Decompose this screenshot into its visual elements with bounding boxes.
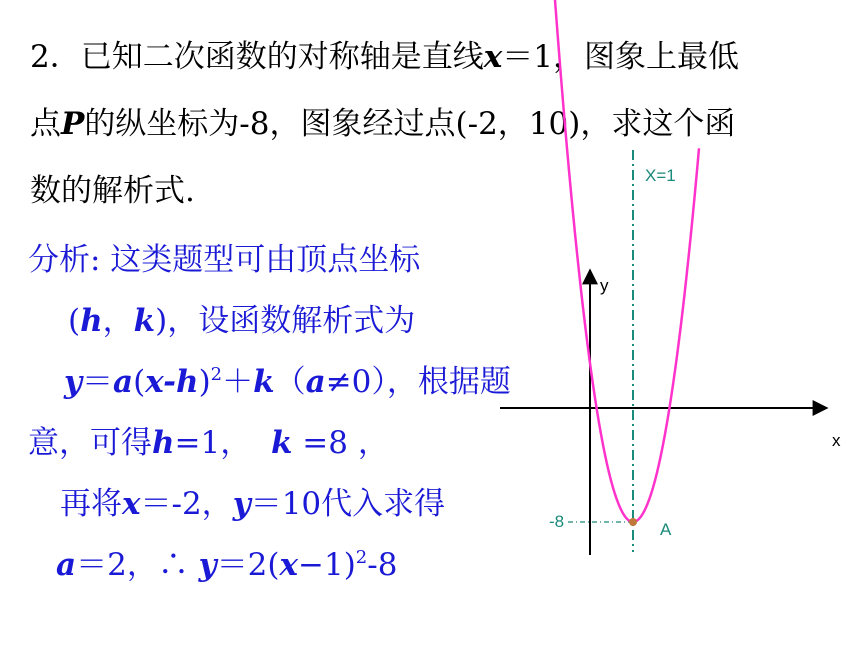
var-a: a xyxy=(56,547,77,583)
var-y: y xyxy=(232,486,251,522)
vertex-point xyxy=(629,518,637,526)
var-x: x xyxy=(122,486,141,522)
analysis-text: )，设函数解析式为 xyxy=(155,303,416,339)
analysis-text: =8 ， xyxy=(292,425,389,461)
var-k: k xyxy=(270,425,293,461)
x-axis-label: x xyxy=(832,431,841,450)
var-a: a xyxy=(113,364,134,400)
exponent: 2 xyxy=(210,364,223,385)
analysis-text: -8 xyxy=(367,547,398,583)
var-h: h xyxy=(80,303,103,339)
analysis-text: （ xyxy=(274,364,306,400)
analysis-text: ＝10代入求得 xyxy=(250,486,446,522)
problem-text: 数的解析式. xyxy=(30,173,195,209)
var-k: k xyxy=(133,303,156,339)
analysis-text: −1) xyxy=(298,547,356,583)
axis-line-label: X=1 xyxy=(645,166,676,185)
problem-text: 2．已知二次函数的对称轴是直线 xyxy=(30,39,484,75)
expr-x-minus-h: x-h xyxy=(145,364,199,400)
problem-text: 的纵坐标为-8，图象经过点(-2，10)，求这个函 xyxy=(84,106,736,142)
var-y: y xyxy=(64,364,83,400)
analysis-text: ) xyxy=(198,364,211,400)
var-h: h xyxy=(152,425,175,461)
analysis-text: ＝ xyxy=(82,364,114,400)
y-axis-label: y xyxy=(600,276,609,295)
analysis-text: ， xyxy=(102,303,134,339)
var-a: a xyxy=(305,364,326,400)
var-x: x xyxy=(279,547,298,583)
analysis-text: =1， xyxy=(174,425,271,461)
analysis-text: 意，可得 xyxy=(28,425,152,461)
var-x: x xyxy=(483,39,503,75)
analysis-text: ＝2( xyxy=(216,547,280,583)
analysis-text: 再将 xyxy=(60,486,122,522)
analysis-text: 分析: 这类题型可由顶点坐标 xyxy=(28,242,421,278)
analysis-text: ＝-2， xyxy=(140,486,233,522)
analysis-text: ( xyxy=(68,303,81,339)
analysis-text: ＋ xyxy=(222,364,254,400)
analysis-text: ≠0），根据题 xyxy=(325,364,511,400)
analysis-text: ＝2，∴ xyxy=(76,547,199,583)
parabola-curve xyxy=(553,0,699,522)
var-k: k xyxy=(253,364,275,400)
var-y: y xyxy=(198,547,217,583)
analysis-text: ( xyxy=(133,364,146,400)
problem-text: ＝1，图象上最低 xyxy=(502,39,739,75)
var-p: P xyxy=(61,106,85,142)
vertex-y-label: -8 xyxy=(549,512,565,531)
problem-text: 点 xyxy=(30,106,61,142)
point-a-label: A xyxy=(660,520,672,539)
exponent: 2 xyxy=(355,547,368,568)
